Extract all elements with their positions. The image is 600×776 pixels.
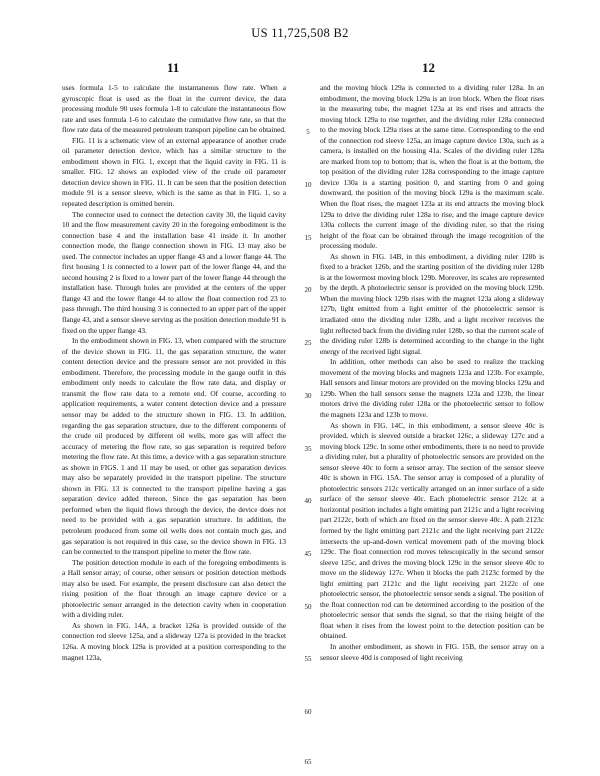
left-column [62, 83, 286, 663]
patent-number-header: US 11,725,508 B2 [251, 26, 349, 40]
line-number: 30 [304, 392, 312, 400]
paragraph: and the moving block 129a is connected to a dividing ruler 128a. In an embodiment, the moving block 129a is an iron block. When the float rises in the measuring tube, the magnet 123a at its end rises and attracts the moving block 129a to rise together, and the dividing ruler 128a connected to the moving block 129a rises at the same time. Corresponding to the end of the connection rod sleeve 125a, an image capture device 130a, such as a camera, is installed on the housing 41a. Scales of the dividing ruler 128a are marked from top to bottom; that is, when the float is at the bottom, the top position of the dividing ruler 128a corresponding to the image capture device 130a is a starting position 0, and starting from 0 and going downward, the position of the moving block 129a is the maximum scale. When the float rises, the magnet 123a at its end attracts the moving block 129a to drive the dividing ruler 128a to rise, and the image capture device 130a collects the current image of the dividing ruler, so that the rising height of the float can be obtained through the image recognition of the processing module. [320, 83, 544, 251]
line-number: 35 [304, 445, 312, 453]
paragraph: FIG. 11 is a schematic view of an external appearance of another crude oil parameter detection device, which has a similar structure to the embodiment shown in FIG. 1, except that the liquid cavity in FIG. 11 is smaller. FIG. 12 shows an exploded view of the crude oil parameter detection device shown in FIG. 11. It can be seen that the position detection module 91 is a sensor sleeve, which is the same as that in FIG. 1, so a repeated description is omitted herein. [62, 135, 286, 209]
paragraph: In the embodiment shown in FIG. 13, when compared with the structure of the device shown in FIG. 11, the gas separation structure, the water content detection device and the pressure sensor are not provided in this embodiment. Therefore, the processing module in the gauge outfit in this embodiment only needs to calculate the flow rate data, and display or transmit the flow rate data to a remote end. Of course, according to application requirements, a water content detection device and a pressure sensor may be added to the structure shown in FIG. 13. In addition, regarding the gas separation structure, due to the different components of the crude oil produced by different oil wells, more gas will affect the accuracy of metering the flow rate, so gas separation is required before metering the flow rate. At this time, a device with a gas separation structure as shown in FIGS. 1 and 11 may be used, or other gas separation devices may also be separately provided in the transport pipeline. The structure shown in FIG. 13 is connected to the transport pipeline having a gas separation device added thereon. Since the gas separation has been performed when the liquid flows through the device, the device does not need to be provided with a gas separation structure. In addition, the petroleum produced from some oil wells does not contain much gas, and gas separation is not required in this case, so the device shown in FIG. 13 can be connected to the transport pipeline to meter the flow rate. [62, 336, 286, 557]
line-number: 65 [304, 758, 312, 766]
paragraph: As shown in FIG. 14A, a bracket 126a is provided outside of the connection rod sleeve 125a, and a slideway 127a is provided in the bracket 126a. A moving block 129a is provided at a position corresponding to the magnet 123a, [62, 620, 286, 662]
paragraph: As shown in FIG. 14B, in this embodiment, a dividing ruler 128b is fixed to a bracket 126b, and the starting position of the dividing ruler 128b is at the lowermost moving block 129b. Moreover, its scales are represented by the depth. A photoelectric sensor is provided on the moving block 129b. When the moving block 129b rises with the magnet 123a along a slideway 127b, light emitted from a light emitter of the photoelectric sensor is irradiated onto the dividing ruler 128b, and a light receiver receives the light reflected back from the dividing ruler 128b, so that the current scale of the dividing ruler 128b is determined according to the change in the light energy of the received light signal. [320, 251, 544, 356]
paragraph: The position detection module in each of the foregoing embodiments is a Hall sensor array; of course, other sensors or position detection methods may also be used. For example, the present disclosure can also detect the rising position of the float through an image capture device or a photoelectric sensor arranged in the detection cavity when in cooperation with a dividing ruler. [62, 557, 286, 620]
paragraph: In another embodiment, as shown in FIG. 15B, the sensor array on a sensor sleeve 40d is composed of light receiving [320, 641, 544, 662]
line-number: 10 [304, 181, 312, 189]
paragraph: As shown in FIG. 14C, in this embodiment, a sensor sleeve 40c is provided, which is sleeved outside a bracket 126c, a slideway 127c and a moving block 129c. In some other embodiments, there is no need to provide a dividing ruler, but a plurality of photoelectric sensors are provided on the sensor sleeve 40c to form a sensor array. The section of the sensor sleeve 40c is shown in FIG. 15A. The sensor array is composed of a plurality of photoelectric sensors 212c vertically arranged on an inner surface of a side surface of the sensor sleeve 40c. Each photoelectric sensor 212c at a horizontal position includes a light emitting part 2121c and a light receiving part 2122c, both of which are fixed on the sensor sleeve 40c. A path 2123c formed by the light emitting part 2121c and the light receiving part 2122c intersects the up-and-down vertical movement path of the moving block 129c. The float connection rod moves telescopically in the second sensor sleeve 125c, and drives the moving block 129c in the sensor sleeve 40c to move on the slideway 127c. When it blocks the path 2123c formed by the light emitting part 2121c and the light receiving part 2122c of one photoelectric sensor, the photoelectric sensor sends a signal. The position of the float connection rod can be determined according to the position of the photoelectric sensor that sends the signal, so that the rising height of the float when it rises from the lowest point to the detection position can be obtained. [320, 420, 544, 641]
right-column-number: 12 [422, 60, 435, 75]
line-number: 15 [304, 234, 312, 242]
left-column-number: 11 [167, 60, 180, 75]
line-number: 40 [304, 497, 312, 505]
line-number: 55 [304, 655, 312, 663]
line-number: 60 [304, 708, 312, 716]
paragraph: In addition, other methods can also be used to realize the tracking movement of the moving blocks and magnets 123a and 123b. For example, Hall sensors and linear motors are provided on the moving blocks 129a and 129b. When the hall sensors sense the magnets 123a and 123b, the linear motors drive the dividing ruler 128a or the photoelectric sensor to follow the magnets 123a and 123b to move. [320, 357, 544, 419]
right-column [320, 83, 544, 663]
paragraph: The connector used to connect the detection cavity 30, the liquid cavity 10 and the flow measurement cavity 20 in the foregoing embodiment is the connection base 4 and the installation base 41 inside it. In another connection mode, the flange connection shown in FIG. 13 may also be used. The connector includes an upper flange 43 and a lower flange 44. The first housing 1 is connected to a lower part of the lower flange 44, and the second housing 2 is fixed to a lower part of the lower flange 44 through the installation base. Through holes are provided at the centers of the upper flange 43 and the lower flange 44 to allow the float connection rod 23 to pass through. The third housing 3 is connected to an upper part of the upper flange 43, and a sensor sleeve serving as the position detection module 91 is fixed on the upper flange 43. [62, 209, 286, 335]
line-number: 5 [306, 128, 310, 136]
line-number: 25 [304, 339, 312, 347]
line-number: 20 [304, 286, 312, 294]
paragraph: uses formula 1-5 to calculate the instantaneous flow rate. When a gyroscopic float is used as the float in the current device, the data processing module 90 uses formula 1-8 to calculate the instantaneous flow rate and uses formula 1-6 to calculate the cumulative flow rate, so that the flow rate data of the measured petroleum transport pipeline can be obtained. [62, 83, 286, 135]
line-number: 50 [304, 603, 312, 611]
line-number: 45 [304, 550, 312, 558]
